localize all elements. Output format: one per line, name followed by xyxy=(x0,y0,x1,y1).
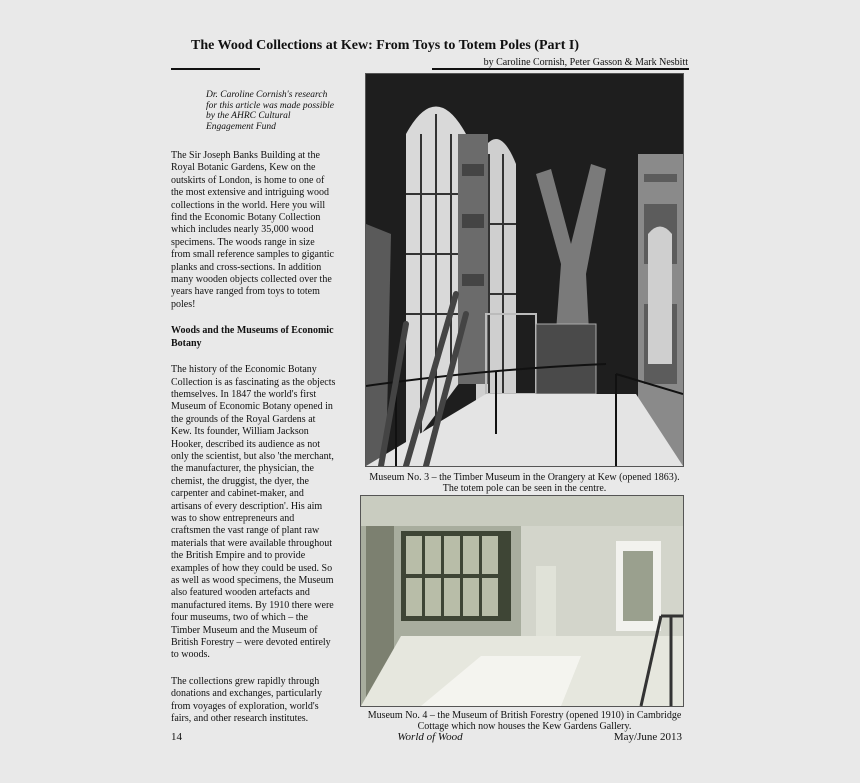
timber-museum-photo xyxy=(365,73,684,467)
byline: by Caroline Cornish, Peter Gasson & Mark Nesbitt xyxy=(483,57,688,68)
issue-date: May/June 2013 xyxy=(613,731,682,743)
figure-caption-1 xyxy=(352,473,697,494)
history-paragraph: The history of the Economic Botany Collection is as fascinating as the objects themselves. In 1847 the world's first Museum of Economic Botany opened in the grounds of the Royal Gardens at Kew. Its founder, William Jackson Hooker, described its audience as not only the scientist, but also 'the merchant, the manufacturer, the physician, the chemist, the druggist, the dyer, the carpenter and cabinet-maker, and artisans of every description'. His aim was to show entrepreneurs and craftsmen the vast range of plant raw materials that were available throughout the British Empire and to provide examples of how they could be used. So as well as wood specimens, the Museum also featured wooden artefacts and manufactured items. By 1910 there were four museums, two of which – the Timber Museum and the Museum of British Forestry – were devoted entirely to woods. xyxy=(171,364,336,661)
caption-1-line-1: Museum No. 3 – the Timber Museum in the Orangery at Kew (opened 1863). xyxy=(369,472,680,483)
caption-2-line-2: Cottage which now houses the Kew Gardens Gallery. xyxy=(417,720,632,732)
forestry-museum-photo xyxy=(360,495,684,707)
text-column xyxy=(171,90,336,739)
header-rule-gap xyxy=(260,68,432,70)
figure-caption-2 xyxy=(352,711,697,732)
caption-1-line-2: The totem pole can be seen in the centre. xyxy=(442,482,607,494)
page-number: 14 xyxy=(171,731,182,743)
article-title: The Wood Collections at Kew: From Toys to Totem Poles (Part I) xyxy=(191,38,579,53)
publication-name: World of Wood xyxy=(397,731,463,743)
caption-2-line-1: Museum No. 4 – the Museum of British Forestry (opened 1910) in Cambridge xyxy=(367,710,682,721)
intro-paragraph: The Sir Joseph Banks Building at the Royal Botanic Gardens, Kew on the outskirts of London, is home to one of the most extensive and intriguing wood collections in the world. Here you will find the Economic Botany Collection which includes nearly 35,000 wood specimens. The woods range in size from small reference samples to gigantic planks and cross-sections. In addition many wooden objects collected over the years have ranged from toys to totem poles! xyxy=(171,150,334,310)
section-heading: Woods and the Museums of Economic Botany xyxy=(171,325,334,349)
funding-credit: Dr. Caroline Cornish's research for this article was made possible by the AHRC Cultural Engagement Fund xyxy=(206,90,334,132)
collections-paragraph: The collections grew rapidly through donations and exchanges, particularly from voyages of exploration, world's fairs, and other research institutes. xyxy=(171,675,323,725)
